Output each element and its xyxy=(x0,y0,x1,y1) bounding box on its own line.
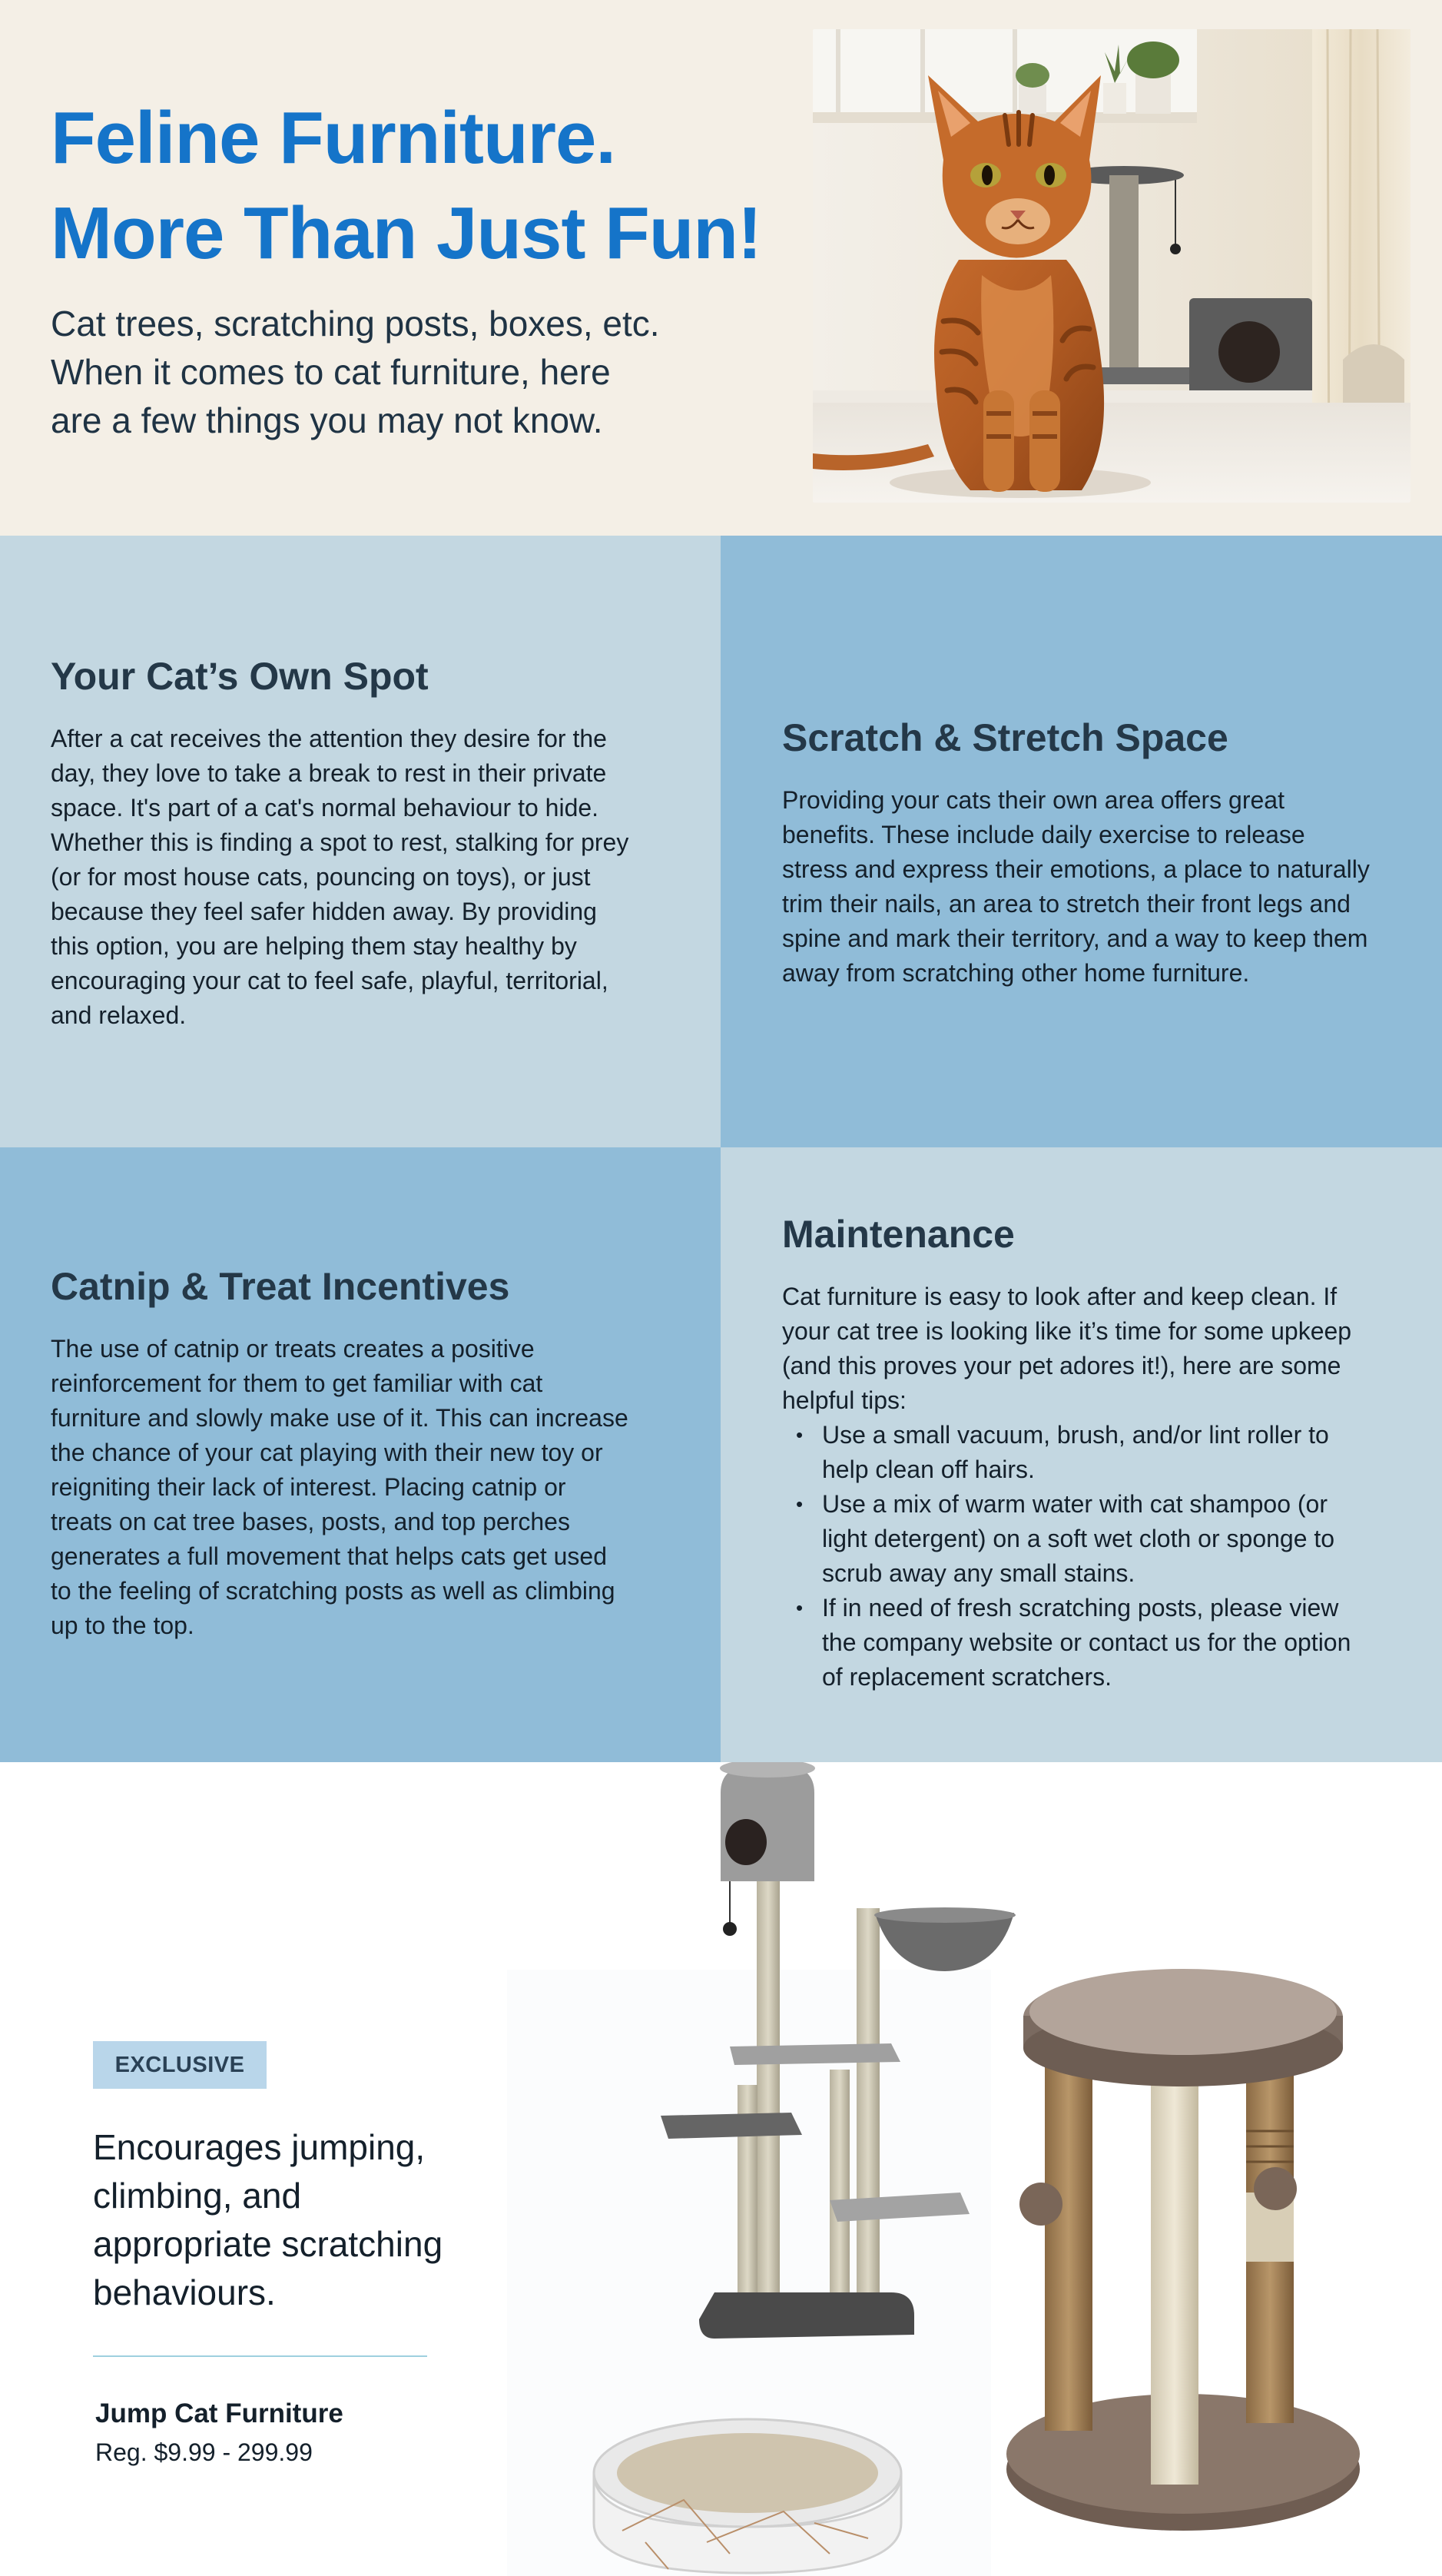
section-title: Maintenance xyxy=(782,1213,1015,1256)
tip-line: the company website or contact us for the option xyxy=(822,1628,1351,1656)
product-feature xyxy=(0,1762,1442,2576)
divider xyxy=(93,2355,427,2357)
body-line: to the feeling of scratching posts as well as climbing xyxy=(51,1577,615,1605)
body-line: treats on cat tree bases, posts, and top perches xyxy=(51,1508,570,1535)
hero-title xyxy=(51,91,788,281)
body-line: this option, you are helping them stay healthy by xyxy=(51,932,577,960)
tagline-line: Encourages jumping, xyxy=(93,2127,426,2167)
section-title: Scratch & Stretch Space xyxy=(782,716,1228,759)
section-cats-own-spot xyxy=(0,536,721,1147)
section-body xyxy=(782,783,1427,991)
body-line: encouraging your cat to feel safe, playful, territorial, xyxy=(51,967,608,994)
body-line: the chance of your cat playing with their new toy or xyxy=(51,1439,603,1466)
tip-line: of replacement scratchers. xyxy=(822,1663,1112,1691)
body-line: Whether this is finding a spot to rest, stalking for prey xyxy=(51,828,629,856)
tip-line: scrub away any small stains. xyxy=(822,1559,1135,1587)
body-line: your cat tree is looking like it’s time for some upkeep xyxy=(782,1317,1352,1345)
hero-subtitle-line-2: When it comes to cat furniture, here xyxy=(51,352,611,392)
body-line: and relaxed. xyxy=(51,1001,187,1029)
product-tagline xyxy=(93,2123,523,2317)
tip-line: Use a mix of warm water with cat shampoo (or xyxy=(822,1490,1328,1518)
section-title: Catnip & Treat Incentives xyxy=(51,1265,510,1308)
tagline-line: appropriate scratching xyxy=(93,2224,443,2264)
product-name[interactable]: Jump Cat Furniture xyxy=(95,2398,343,2428)
section-title: Your Cat’s Own Spot xyxy=(51,655,429,698)
body-line: spine and mark their territory, and a way to keep them xyxy=(782,925,1368,952)
body-line: The use of catnip or treats creates a positive xyxy=(51,1335,535,1363)
body-line: reigniting their lack of interest. Placing catnip or xyxy=(51,1473,566,1501)
hero-subtitle xyxy=(51,300,742,445)
hero-banner xyxy=(0,0,1442,536)
body-line: (and this proves your pet adores it!), here are some xyxy=(782,1352,1341,1379)
section-body xyxy=(51,722,696,1033)
section-body xyxy=(782,1280,1427,1418)
tip-line: light detergent) on a soft wet cloth or sponge to xyxy=(822,1525,1335,1552)
body-line: stress and express their emotions, a place to naturally xyxy=(782,855,1370,883)
body-line: (or for most house cats, pouncing on toys), or just xyxy=(51,863,591,891)
body-line: benefits. These include daily exercise to release xyxy=(782,821,1305,848)
tip-item xyxy=(782,1591,1427,1695)
maintenance-tips-list xyxy=(782,1418,1427,1695)
body-line: reinforcement for them to get familiar with cat xyxy=(51,1369,543,1397)
body-line: up to the top. xyxy=(51,1612,194,1639)
hero-title-line-2: More Than Just Fun! xyxy=(51,192,761,274)
section-body xyxy=(51,1332,696,1643)
body-line: After a cat receives the attention they desire for the xyxy=(51,725,607,752)
tip-item xyxy=(782,1487,1427,1591)
body-line: because they feel safer hidden away. By providing xyxy=(51,898,597,925)
body-line: away from scratching other home furniture. xyxy=(782,959,1250,987)
body-line: space. It's part of a cat's normal behaviour to hide. xyxy=(51,794,599,822)
body-line: day, they love to take a break to rest in their private xyxy=(51,759,607,787)
body-line: Cat furniture is easy to look after and keep clean. If xyxy=(782,1283,1338,1310)
section-scratch-stretch-space xyxy=(721,536,1442,1147)
cat-in-living-room-illustration xyxy=(813,29,1411,503)
hero-subtitle-line-3: are a few things you may not know. xyxy=(51,400,603,440)
product-price: Reg. $9.99 - 299.99 xyxy=(95,2438,313,2466)
tagline-line: behaviours. xyxy=(93,2272,276,2312)
hero-subtitle-line-1: Cat trees, scratching posts, boxes, etc. xyxy=(51,304,660,344)
exclusive-badge: EXCLUSIVE xyxy=(93,2041,267,2089)
body-line: helpful tips: xyxy=(782,1386,907,1414)
section-catnip-treat-incentives xyxy=(0,1147,721,1762)
body-line: furniture and slowly make use of it. This can increase xyxy=(51,1404,628,1432)
tip-line: Use a small vacuum, brush, and/or lint roller to xyxy=(822,1421,1329,1449)
hero-title-line-1: Feline Furniture. xyxy=(51,97,616,179)
tip-line: If in need of fresh scratching posts, please view xyxy=(822,1594,1339,1622)
tagline-line: climbing, and xyxy=(93,2176,302,2216)
cat-furniture-products-image xyxy=(507,1762,1429,2576)
hero-cat-photo xyxy=(813,29,1411,503)
body-line: trim their nails, an area to stretch their front legs and xyxy=(782,890,1351,918)
body-line: Providing your cats their own area offers great xyxy=(782,786,1285,814)
section-maintenance xyxy=(721,1147,1442,1762)
tip-line: help clean off hairs. xyxy=(822,1456,1035,1483)
tip-item xyxy=(782,1418,1427,1487)
body-line: generates a full movement that helps cats get used xyxy=(51,1542,607,1570)
